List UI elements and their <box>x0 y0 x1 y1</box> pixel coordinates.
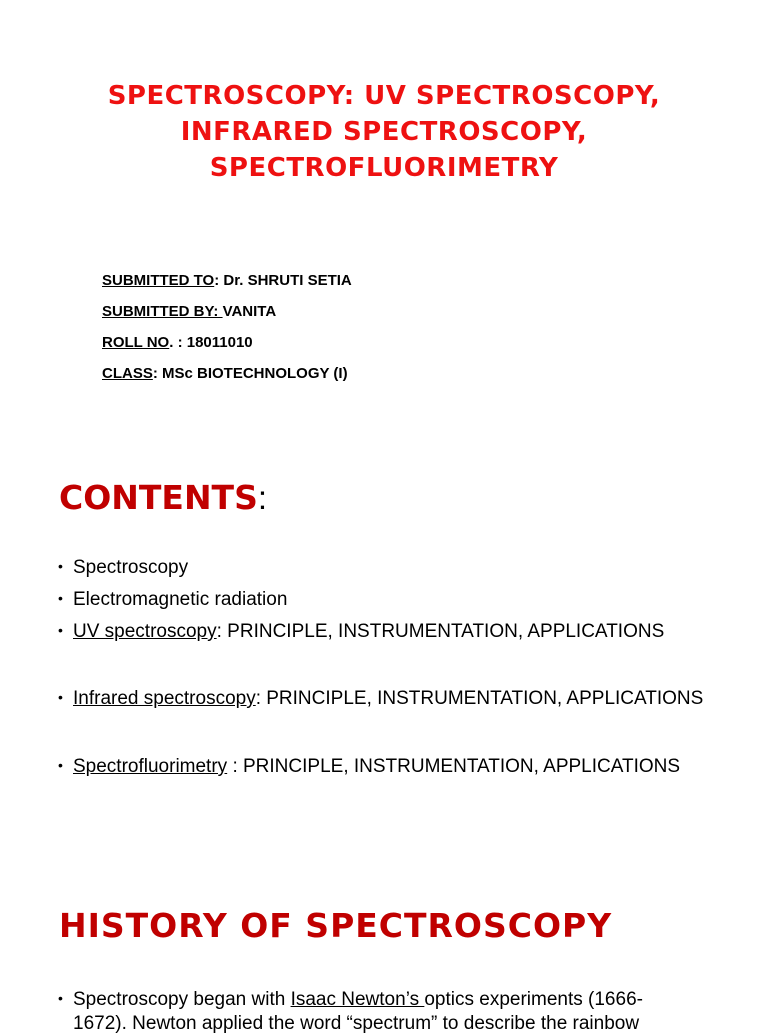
bullet-icon: • <box>58 990 63 1006</box>
roll-no-label: ROLL NO <box>102 334 170 351</box>
submitted-by-line <box>102 303 276 321</box>
history-text-end: optics experiments (1666- <box>424 989 643 1010</box>
list-item-text: Electromagnetic radiation <box>73 589 288 610</box>
bullet-icon: • <box>58 689 63 705</box>
list-item <box>58 554 188 580</box>
class-line <box>102 365 348 383</box>
list-item <box>58 753 680 779</box>
bullet-icon: • <box>58 622 63 638</box>
roll-no-value: . : 18011010 <box>169 334 253 351</box>
submitted-by-label: SUBMITTED BY: <box>102 303 223 320</box>
history-text-start: Spectroscopy began with <box>73 989 291 1010</box>
submitted-by-value: VANITA <box>222 303 277 320</box>
history-heading: HISTORY OF SPECTROSCOPY <box>59 906 613 945</box>
contents-heading-colon: : <box>257 479 268 516</box>
contents-heading <box>59 478 267 518</box>
list-item-text: : PRINCIPLE, INSTRUMENTATION, APPLICATIONS <box>216 621 665 642</box>
spectrofluorimetry-link[interactable]: Spectrofluorimetry <box>73 756 228 777</box>
submitted-to-label: SUBMITTED TO <box>102 272 215 289</box>
submitted-to-line <box>102 272 352 290</box>
list-item <box>58 618 664 644</box>
slide-title: SPECTROSCOPY: UV SPECTROSCOPY, INFRARED SPECTROSCOPY, SPECTROFLUORIMETRY <box>107 81 661 183</box>
class-label: CLASS <box>102 365 153 382</box>
list-item-text: : PRINCIPLE, INSTRUMENTATION, APPLICATIONS <box>255 688 704 709</box>
list-item <box>58 685 703 711</box>
bullet-icon: • <box>58 757 63 773</box>
contents-heading-text: CONTENTS <box>59 478 258 517</box>
infrared-spectroscopy-link[interactable]: Infrared spectroscopy <box>73 688 256 709</box>
list-item <box>58 586 287 612</box>
isaac-newton-link[interactable]: Isaac Newton’s <box>290 989 425 1010</box>
list-item-text: Spectroscopy <box>73 557 189 578</box>
uv-spectroscopy-link[interactable]: UV spectroscopy <box>73 621 217 642</box>
history-paragraph <box>58 986 708 1036</box>
bullet-icon: • <box>58 590 63 606</box>
bullet-icon: • <box>58 558 63 574</box>
roll-no-line <box>102 334 253 352</box>
class-value: : MSc BIOTECHNOLOGY (I) <box>152 365 348 382</box>
submitted-to-value: : Dr. SHRUTI SETIA <box>214 272 352 289</box>
history-text-line2: 1672). Newton applied the word “spectrum” to describe the rainbow <box>73 1013 640 1034</box>
list-item-text: : PRINCIPLE, INSTRUMENTATION, APPLICATIONS <box>227 756 681 777</box>
